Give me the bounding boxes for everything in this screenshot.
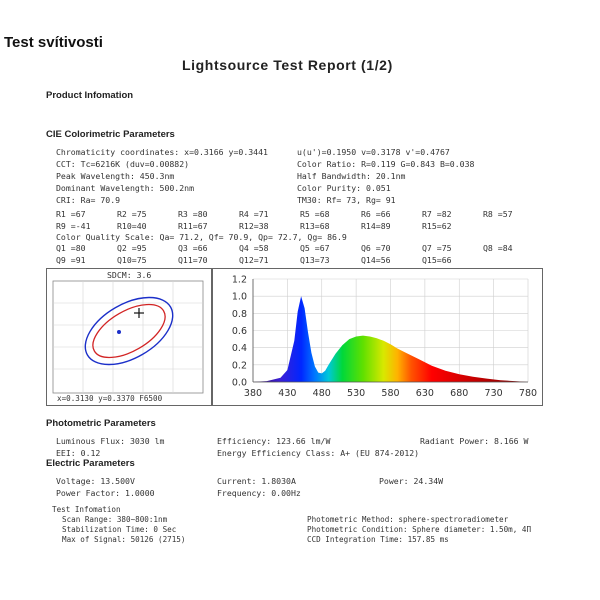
q-value: Q14=56 [361, 255, 391, 265]
r-value: R5 =68 [300, 209, 330, 219]
stabilization-time: Stabilization Time: 0 Sec [62, 525, 177, 534]
q-value: Q4 =58 [239, 243, 269, 253]
y-tick-label: 1.0 [231, 291, 247, 303]
y-tick-label: 0.6 [231, 326, 247, 337]
power: Power: 24.34W [379, 476, 444, 486]
q-value: Q3 =66 [178, 243, 208, 253]
y-tick-label: 0.0 [231, 377, 247, 389]
r-value: R3 =80 [178, 209, 208, 219]
r-value: R10=40 [117, 221, 147, 231]
product-info-heading: Product Infomation [46, 90, 134, 101]
spectrum-chart [212, 268, 543, 406]
y-tick-label: 0.2 [231, 360, 247, 372]
sdcm-ellipse-plot [47, 269, 211, 405]
r-value: R9 =-41 [56, 221, 91, 231]
q-value: Q2 =95 [117, 243, 147, 253]
color-purity: Color Purity: 0.051 [297, 183, 391, 193]
ccd-integration-time: CCD Integration Time: 157.85 ms [307, 535, 449, 544]
frequency: Frequency: 0.00Hz [217, 488, 301, 498]
y-tick-label: 0.4 [231, 343, 247, 355]
scan-range: Scan Range: 380~800:1nm [62, 515, 168, 524]
x-tick-label: 480 [312, 388, 331, 399]
cct-value: CCT: Tc=6216K (duv=0.00882) [56, 159, 190, 169]
q-value: Q6 =70 [361, 243, 391, 253]
chromaticity-coordinates: Chromaticity coordinates: x=0.3166 y=0.3441 [56, 147, 268, 157]
x-tick-label: 680 [450, 388, 469, 399]
sdcm-coordinates: x=0.3130 y=0.3370 F6500 [57, 394, 163, 403]
x-tick-label: 580 [381, 388, 400, 399]
r-value: R13=68 [300, 221, 330, 231]
uv-coordinates: u(u')=0.1950 v=0.3178 v'=0.4767 [297, 147, 450, 157]
electric-heading: Electric Parameters [46, 458, 135, 469]
r-value: R6 =66 [361, 209, 391, 219]
r-value: R4 =71 [239, 209, 269, 219]
r-value: R7 =82 [422, 209, 452, 219]
radiant-power: Radiant Power: 8.166 W [420, 436, 529, 446]
q-value: Q7 =75 [422, 243, 452, 253]
r-value: R14=89 [361, 221, 391, 231]
q-value: Q9 =91 [56, 255, 86, 265]
cie-heading: CIE Colorimetric Parameters [46, 129, 175, 140]
x-tick-label: 730 [484, 388, 503, 399]
x-tick-label: 780 [518, 388, 538, 399]
luminous-flux: Luminous Flux: 3030 lm [56, 436, 165, 446]
q-value: Q5 =67 [300, 243, 330, 253]
q-value: Q13=73 [300, 255, 330, 265]
power-factor: Power Factor: 1.0000 [56, 488, 155, 498]
report-title: Lightsource Test Report (1/2) [182, 57, 393, 73]
cri-value: CRI: Ra= 70.9 [56, 195, 121, 205]
y-tick-label: 0.8 [231, 308, 247, 320]
r-value: R2 =75 [117, 209, 147, 219]
energy-efficiency-class: Energy Efficiency Class: A+ (EU 874-2012) [217, 448, 420, 458]
q-value: Q15=66 [422, 255, 452, 265]
r-value: R11=67 [178, 221, 208, 231]
half-bandwidth: Half Bandwidth: 20.1nm [297, 171, 406, 181]
r-value: R1 =67 [56, 209, 86, 219]
q-value: Q10=75 [117, 255, 147, 265]
q-value: Q1 =80 [56, 243, 86, 253]
peak-wavelength: Peak Wavelength: 450.3nm [56, 171, 175, 181]
q-value: Q11=70 [178, 255, 208, 265]
r-value: R8 =57 [483, 209, 513, 219]
sdcm-chart [46, 268, 212, 406]
x-tick-label: 630 [415, 388, 434, 399]
color-quality-scale: Color Quality Scale: Qa= 71.2, Qf= 70.9, Qp= 72.7, Qg= 86.9 [56, 232, 347, 242]
test-info-heading: Test Infomation [52, 505, 121, 514]
r-value: R12=38 [239, 221, 269, 231]
photometric-heading: Photometric Parameters [46, 418, 156, 429]
photometric-method: Photometric Method: sphere-spectroradiometer [307, 515, 509, 524]
spectrum-plot [213, 269, 542, 405]
efficiency: Efficiency: 123.66 lm/W [217, 436, 331, 446]
q-value: Q12=71 [239, 255, 269, 265]
q-value: Q8 =84 [483, 243, 513, 253]
dominant-wavelength: Dominant Wavelength: 500.2nm [56, 183, 195, 193]
sdcm-target-point [117, 330, 121, 334]
color-ratio: Color Ratio: R=0.119 G=0.843 B=0.038 [297, 159, 475, 169]
eei-value: EEI: 0.12 [56, 448, 101, 458]
sdcm-label: SDCM: 3.6 [107, 270, 152, 280]
x-tick-label: 380 [243, 388, 263, 399]
photometric-condition: Photometric Condition: Sphere diameter: 1.50m, 4Π [307, 525, 532, 534]
tm30-value: TM30: Rf= 73, Rg= 91 [297, 195, 396, 205]
x-tick-label: 430 [278, 388, 297, 399]
x-tick-label: 530 [347, 388, 366, 399]
max-of-signal: Max of Signal: 50126 (2715) [62, 535, 186, 544]
voltage: Voltage: 13.500V [56, 476, 135, 486]
r-value: R15=62 [422, 221, 452, 231]
current: Current: 1.8030A [217, 476, 296, 486]
y-tick-label: 1.2 [231, 274, 247, 286]
page-title: Test svítivosti [4, 34, 103, 51]
